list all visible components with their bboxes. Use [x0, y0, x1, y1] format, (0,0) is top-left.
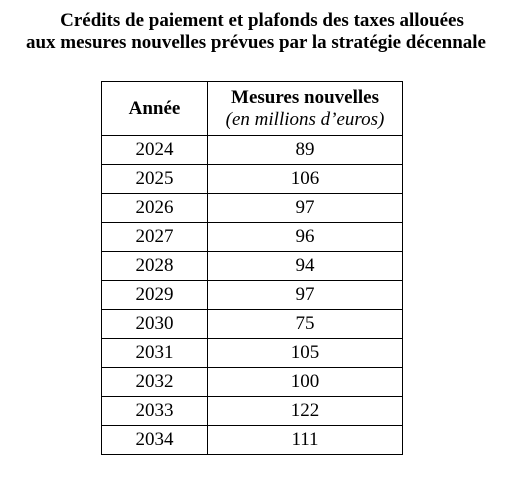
table-row	[102, 368, 403, 397]
page-title	[0, 10, 524, 54]
table-row	[102, 165, 403, 194]
table-row	[102, 252, 403, 281]
cell-year: 2031	[102, 339, 208, 368]
title-line-1: Crédits de paiement et plafonds des taxes allouées	[60, 10, 464, 31]
table-row	[102, 310, 403, 339]
header-measures	[208, 82, 403, 136]
cell-year: 2033	[102, 397, 208, 426]
cell-value: 122	[208, 397, 403, 426]
cell-year: 2028	[102, 252, 208, 281]
cell-year: 2032	[102, 368, 208, 397]
table-row	[102, 281, 403, 310]
header-year: Année	[102, 82, 208, 136]
cell-value: 111	[208, 426, 403, 455]
cell-value: 89	[208, 136, 403, 165]
table-row	[102, 223, 403, 252]
cell-value: 97	[208, 194, 403, 223]
cell-year: 2029	[102, 281, 208, 310]
table-row	[102, 339, 403, 368]
cell-year: 2030	[102, 310, 208, 339]
header-measures-unit: (en millions d’euros)	[225, 108, 385, 130]
cell-year: 2025	[102, 165, 208, 194]
cell-year: 2026	[102, 194, 208, 223]
cell-value: 94	[208, 252, 403, 281]
cell-value: 100	[208, 368, 403, 397]
table-row	[102, 426, 403, 455]
cell-year: 2027	[102, 223, 208, 252]
cell-value: 96	[208, 223, 403, 252]
title-line-2: aux mesures nouvelles prévues par la stratégie décennale	[25, 32, 486, 53]
table-row	[102, 397, 403, 426]
table-header-row	[102, 82, 403, 136]
cell-value: 97	[208, 281, 403, 310]
table-row	[102, 136, 403, 165]
measures-table	[101, 81, 403, 455]
cell-value: 105	[208, 339, 403, 368]
cell-year: 2034	[102, 426, 208, 455]
table-row	[102, 194, 403, 223]
cell-value: 106	[208, 165, 403, 194]
header-measures-label: Mesures nouvelles	[231, 86, 379, 108]
cell-value: 75	[208, 310, 403, 339]
cell-year: 2024	[102, 136, 208, 165]
